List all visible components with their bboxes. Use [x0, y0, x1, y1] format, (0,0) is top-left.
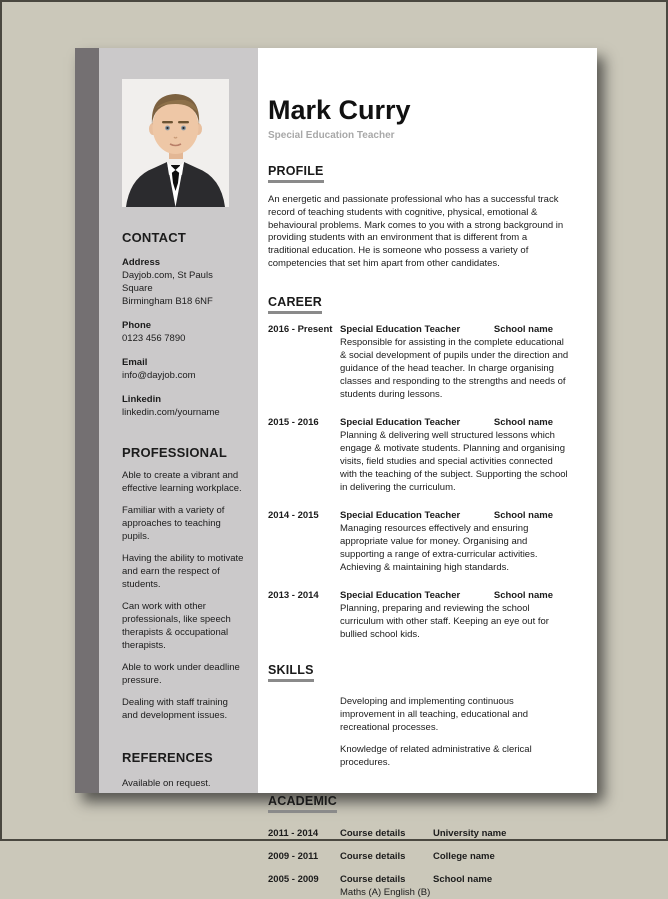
academic-dates: 2009 - 2011: [268, 850, 319, 862]
career-entry: [268, 416, 569, 494]
contact-field-linkedin: [122, 393, 246, 419]
professional-item: Dealing with staff training and development issues.: [122, 697, 228, 721]
career-body: [340, 589, 569, 641]
skills-heading: SKILLS: [268, 663, 314, 682]
career-title-row: [340, 416, 569, 429]
career-employer: School name: [493, 509, 553, 521]
academic-row: [268, 873, 569, 899]
academic-course: Course details: [340, 850, 406, 862]
career-job-title: Special Education Teacher: [340, 323, 461, 335]
career-title-row: [340, 509, 569, 522]
references-heading: REFERENCES: [122, 750, 213, 765]
career-description: Responsible for assisting in the complete educational & social development of pupils under the direction and guidance of the head teacher. In charge organising classes and responding to the strengths and needs of students during lessons.: [340, 336, 569, 400]
references-text: Available on request.: [122, 778, 211, 789]
cv-page: [75, 48, 597, 898]
contact-value-line: linkedin.com/yourname: [122, 407, 220, 418]
academic-institution: University name: [433, 827, 507, 839]
academic-institution: College name: [433, 850, 495, 862]
career-job-title: Special Education Teacher: [340, 416, 461, 428]
professional-item: Familiar with a variety of approaches to teaching pupils.: [122, 505, 225, 542]
academic-section-heading-wrap: [268, 794, 569, 813]
academic-course-title: Course details: [340, 873, 406, 885]
academic-heading: ACADEMIC: [268, 794, 337, 813]
skills-item: Knowledge of related administrative & clerical procedures.: [340, 743, 532, 768]
contact-label: Address: [122, 257, 161, 268]
career-job-title: Special Education Teacher: [340, 589, 461, 601]
academic-row: [268, 827, 569, 840]
profile-section-heading-wrap: [268, 164, 569, 183]
academic-row: [268, 850, 569, 863]
academic-institution: School name: [433, 873, 493, 885]
candidate-name: Mark Curry: [268, 95, 411, 125]
contact-value-line: info@dayjob.com: [122, 370, 196, 381]
contact-value-line: Dayjob.com, St Pauls Square: [122, 270, 213, 294]
contact-heading: CONTACT: [122, 230, 186, 245]
page-spine-bar: [75, 48, 99, 793]
professional-item: Able to work under deadline pressure.: [122, 662, 240, 686]
career-entry: [268, 589, 569, 641]
career-title-row: [340, 323, 569, 336]
career-section-heading-wrap: [268, 295, 569, 314]
career-body: [340, 323, 569, 401]
career-employer: School name: [493, 589, 553, 601]
career-body: [340, 416, 569, 494]
portrait-photo: [122, 79, 229, 207]
main-column: [258, 48, 597, 898]
professional-item: Having the ability to motivate and earn the respect of students.: [122, 553, 244, 590]
career-entry: [268, 323, 569, 401]
career-dates: 2014 - 2015: [268, 509, 319, 521]
career-description: Planning, preparing and reviewing the school curriculum with other staff. Keeping an eye out for bullied school kids.: [340, 602, 549, 640]
career-employer: School name: [493, 323, 553, 335]
contact-field-email: [122, 356, 246, 382]
contact-label: Phone: [122, 320, 152, 331]
sidebar: [99, 48, 258, 793]
career-description: Managing resources effectively and ensuring appropriate value for money. Organising and supporting a range of extra-curricular activities. Achieving & maintaining high standards.: [340, 522, 538, 573]
career-heading: CAREER: [268, 295, 322, 314]
portrait-photo-illustration: [122, 79, 229, 207]
profile-heading: PROFILE: [268, 164, 324, 183]
career-description: Planning & delivering well structured lessons which engage & motivate students. Planning and organising visits, field studies and special activities connected with the teaching of the subject. Supporting the school in delivering the curriculum.: [340, 429, 568, 493]
career-job-title: Special Education Teacher: [340, 509, 461, 521]
skills-section-heading-wrap: [268, 663, 569, 682]
academic-dates: 2011 - 2014: [268, 827, 319, 839]
academic-course: Course details: [340, 827, 406, 839]
contact-field-phone: [122, 319, 246, 345]
profile-paragraph: An energetic and passionate professional who has a successful track record of teaching students with cognitive, physical, emotional & behavioural problems. Mark comes to you with a strong background in providing students with an environment that is different from a traditional education. He is someone who possess a variety of competencies that set him apart from other candidates.: [268, 194, 564, 269]
contact-value-line: Birmingham B18 6NF: [122, 296, 213, 307]
career-dates: 2013 - 2014: [268, 589, 319, 601]
career-dates: 2016 - Present: [268, 323, 333, 335]
candidate-job-title: Special Education Teacher: [268, 130, 395, 141]
career-title-row: [340, 589, 569, 602]
professional-item: Able to create a vibrant and effective learning workplace.: [122, 470, 242, 494]
skills-item: Developing and implementing continuous improvement in all teaching, educational and recreational processes.: [340, 695, 529, 733]
professional-heading: PROFESSIONAL: [122, 445, 227, 460]
academic-dates: 2005 - 2009: [268, 873, 319, 885]
contact-label: Linkedin: [122, 394, 162, 405]
academic-course-grades: Maths (A) English (B): [340, 886, 431, 898]
academic-course: [340, 873, 433, 899]
career-entry: [268, 509, 569, 574]
contact-value-line: 0123 456 7890: [122, 333, 186, 344]
career-employer: School name: [493, 416, 553, 428]
career-dates: 2015 - 2016: [268, 416, 319, 428]
career-body: [340, 509, 569, 574]
professional-item: Can work with other professionals, like speech therapists & occupational therapists.: [122, 601, 231, 651]
contact-field-address: [122, 256, 246, 308]
contact-label: Email: [122, 357, 148, 368]
